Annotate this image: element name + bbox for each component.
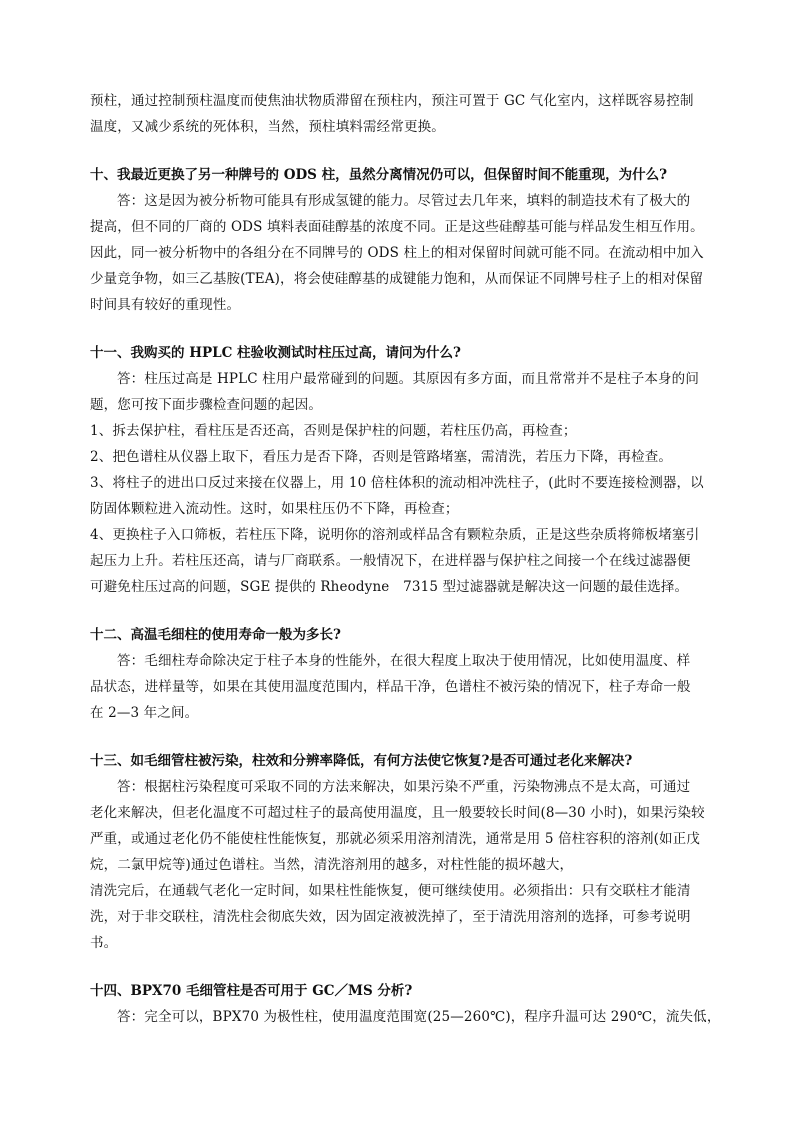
question-heading: 十二、高温毛细柱的使用寿命一般为多长? xyxy=(90,627,341,643)
qa-section-12 xyxy=(90,622,710,726)
answer-line: 题，您可按下面步骤检查问题的起因。 xyxy=(90,397,323,413)
qa-section-11 xyxy=(90,340,710,600)
answer-line: 提高，但不同的厂商的 ODS 填料表面硅醇基的浓度不同。正是这些硅醇基可能与样品发生相互作用。 xyxy=(90,219,704,235)
question-heading: 十一、我购买的 HPLC 柱验收测试时柱压过高，请问为什么? xyxy=(90,345,461,361)
answer-line: 清洗完后，在通载气老化一定时间，如果柱性能恢复，便可继续使用。必须指出：只有交联柱才能清 xyxy=(90,883,691,899)
question-heading: 十四、BPX70 毛细管柱是否可用于 GC／MS 分析? xyxy=(90,983,413,999)
qa-section-10 xyxy=(90,162,710,318)
answer-line: 答：毛细柱寿命除决定于柱子本身的性能外，在很大程度上取决于使用情况，比如使用温度、样 xyxy=(117,653,691,669)
document-page xyxy=(90,88,721,1030)
answer-line: 答：柱压过高是 HPLC 柱用户最常碰到的问题。其原因有多方面，而且常常并不是柱子本身的问 xyxy=(117,371,699,387)
text-line: 温度，又减少系统的死体积，当然，预柱填料需经常更换。 xyxy=(90,119,445,135)
list-item: 2、把色谱柱从仪器上取下，看压力是否下降，否则是管路堵塞，需清洗，若压力下降，再检查。 xyxy=(90,449,673,465)
list-item: 1、拆去保护柱，看柱压是否还高，否则是保护柱的问题，若柱压仍高，再检查； xyxy=(90,423,577,439)
answer-line: 严重，或通过老化仍不能使柱性能恢复，那就必须采用溶剂清洗，通常是用 5 倍柱容积的溶剂(如正戊 xyxy=(90,831,700,847)
answer-line: 答：根据柱污染程度可采取不同的方法来解决，如果污染不严重，污染物沸点不是太高，可通过 xyxy=(117,779,691,795)
list-item: 4、更换柱子入口筛板，若柱压下降，说明你的溶剂或样品含有颗粒杂质，正是这些杂质将筛板堵塞引 xyxy=(90,527,700,543)
list-item-continuation: 可避免柱压过高的问题，SGE 提供的 Rheodyne 7315 型过滤器就是解决这一问题的最佳选择。 xyxy=(90,579,689,595)
answer-line: 书。 xyxy=(90,935,118,951)
list-item: 3、将柱子的进出口反过来接在仪器上，用 10 倍柱体积的流动相冲洗柱子，(此时不要连接检测器，以 xyxy=(90,475,704,491)
question-heading: 十三、如毛细管柱被污染，柱效和分辨率降低，有何方法使它恢复?是否可通过老化来解决? xyxy=(90,753,633,769)
answer-line: 老化来解决，但老化温度不可超过柱子的最高使用温度，且一般要较长时间(8—30 小时)，如果污染较 xyxy=(90,805,705,821)
qa-section-13 xyxy=(90,748,710,956)
answer-line: 烷，二氯甲烷等)通过色谱柱。当然，清洗溶剂用的越多，对柱性能的损坏越大， xyxy=(90,857,574,873)
answer-line: 答：这是因为被分析物可能具有形成氢键的能力。尽管过去几年来，填料的制造技术有了极大的 xyxy=(117,193,691,209)
question-heading: 十、我最近更换了另一种牌号的 ODS 柱，虽然分离情况仍可以，但保留时间不能重现，为什么? xyxy=(90,167,668,183)
list-item-continuation: 防固体颗粒进入流动性。这时，如果柱压仍不下降，再检查； xyxy=(90,501,459,517)
text-line: 预柱，通过控制预柱温度而使焦油状物质滞留在预柱内，预注可置于 GC 气化室内，这样既容易控制 xyxy=(90,93,694,109)
qa-section-14 xyxy=(90,978,721,1030)
intro-paragraph xyxy=(90,88,710,140)
list-item-continuation: 起压力上升。若柱压还高，请与厂商联系。一般情况下，在进样器与保护柱之间接一个在线过滤器便 xyxy=(90,553,691,569)
answer-line: 因此，同一被分析物中的各组分在不同牌号的 ODS 柱上的相对保留时间就可能不同。在流动相中加入 xyxy=(90,245,704,261)
answer-line: 少量竞争物，如三乙基胺(TEA)，将会使硅醇基的成键能力饱和，从而保证不同牌号柱子上的相对保留 xyxy=(90,271,704,287)
answer-line: 品状态，进样量等，如果在其使用温度范围内，样品干净，色谱柱不被污染的情况下，柱子寿命一般 xyxy=(90,679,691,695)
answer-line: 时间具有较好的重现性。 xyxy=(90,297,241,313)
answer-line: 在 2—3 年之间。 xyxy=(90,705,199,721)
answer-line: 洗，对于非交联柱，清洗柱会彻底失效，因为固定液被洗掉了，至于清洗用溶剂的选择，可参考说明 xyxy=(90,909,691,925)
answer-line: 答：完全可以，BPX70 为极性柱，使用温度范围宽(25—260℃)，程序升温可达 290℃，流失低， xyxy=(117,1009,721,1025)
